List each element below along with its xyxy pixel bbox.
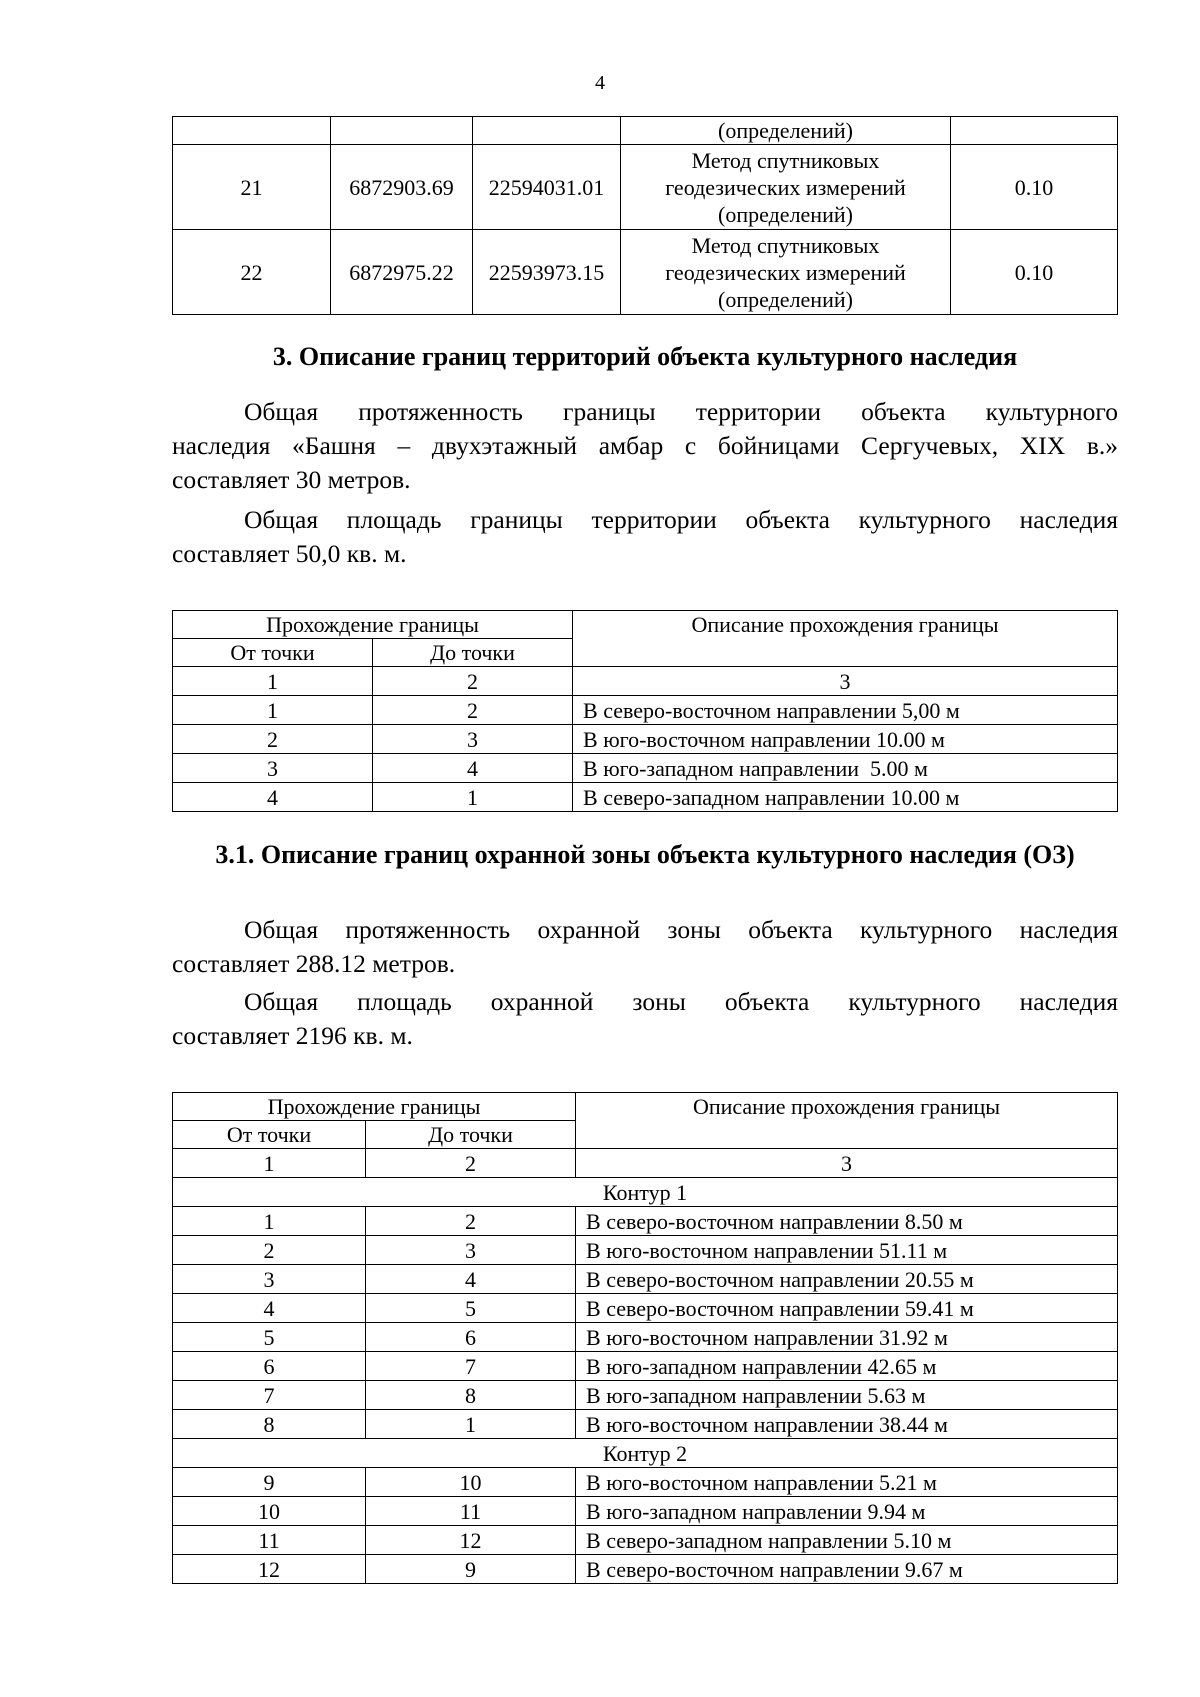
table-index-row: [173, 667, 1118, 696]
page-number: 4: [595, 72, 605, 94]
section-3-para2-line1: Общая площадь границы территории объекта культурного наследия: [244, 505, 1118, 534]
from-point: 9: [173, 1468, 366, 1497]
method-line: Метод спутниковых: [691, 147, 880, 173]
to-point: 9: [366, 1555, 576, 1584]
section-3-heading: 3. Описание границ территорий объекта культурного наследия: [272, 342, 1018, 371]
to-point: 12: [366, 1526, 576, 1555]
table-row: [173, 1207, 1118, 1236]
contour-row: [173, 1439, 1118, 1468]
coord-x: 6872975.22: [331, 230, 473, 315]
table-row: [173, 725, 1118, 754]
header-to: До точки: [373, 639, 573, 667]
to-point: 2: [373, 696, 573, 725]
section-3-para2-line2: составляет 50,0 кв. м.: [172, 539, 407, 568]
description: В юго-восточном направлении 31.92 м: [576, 1323, 1118, 1352]
table-header-row: [173, 1093, 1118, 1121]
from-point: 10: [173, 1497, 366, 1526]
description: В юго-западном направлении 5.63 м: [576, 1381, 1118, 1410]
coord-y: [473, 117, 621, 145]
description: В юго-восточном направлении 5.21 м: [576, 1468, 1118, 1497]
to-point: 2: [366, 1207, 576, 1236]
table-row: [173, 1352, 1118, 1381]
index-cell: 2: [366, 1149, 576, 1178]
to-point: 7: [366, 1352, 576, 1381]
from-point: 2: [173, 1236, 366, 1265]
from-point: 7: [173, 1381, 366, 1410]
description: В северо-восточном направлении 20.55 м: [576, 1265, 1118, 1294]
method-line: геодезических измерений: [665, 174, 906, 200]
to-point: 3: [366, 1236, 576, 1265]
accuracy: [951, 117, 1118, 145]
description: В юго-восточном направлении 51.11 м: [576, 1236, 1118, 1265]
header-pass: Прохождение границы: [173, 1093, 576, 1121]
table-row: [173, 117, 1118, 145]
coord-x: [331, 117, 473, 145]
to-point: 4: [366, 1265, 576, 1294]
to-point: 1: [366, 1410, 576, 1439]
table-row: [173, 1236, 1118, 1265]
from-point: 4: [173, 783, 373, 812]
from-point: 12: [173, 1555, 366, 1584]
point-number: 21: [173, 145, 331, 230]
header-from: От точки: [173, 639, 373, 667]
accuracy: 0.10: [951, 145, 1118, 230]
section-3-1-para2-line1: Общая площадь охранной зоны объекта культурного наследия: [244, 987, 1118, 1016]
method-line: геодезических измерений: [665, 259, 906, 285]
method-line: (определений): [718, 201, 853, 227]
from-point: 11: [173, 1526, 366, 1555]
index-cell: 3: [576, 1149, 1118, 1178]
description: В юго-западном направлении 42.65 м: [576, 1352, 1118, 1381]
method-line: (определений): [718, 286, 853, 312]
description: В юго-западном направлении 5.00 м: [573, 754, 1118, 783]
coord-x: 6872903.69: [331, 145, 473, 230]
to-point: 6: [366, 1323, 576, 1352]
method: [621, 145, 951, 230]
header-pass: Прохождение границы: [173, 611, 573, 639]
section-3-para1-line3: составляет 30 метров.: [172, 465, 411, 494]
method-line: Метод спутниковых: [691, 232, 880, 258]
section-3-1-para2-line2: составляет 2196 кв. м.: [172, 1021, 413, 1050]
table-index-row: [173, 1149, 1118, 1178]
from-point: 8: [173, 1410, 366, 1439]
section-3-para1-line1: Общая протяженность границы территории объекта культурного: [244, 397, 1118, 426]
to-point: 4: [373, 754, 573, 783]
table-row: [173, 1410, 1118, 1439]
from-point: 1: [173, 1207, 366, 1236]
table-row: [173, 783, 1118, 812]
accuracy: 0.10: [951, 230, 1118, 315]
coord-y: 22593973.15: [473, 230, 621, 315]
to-point: 11: [366, 1497, 576, 1526]
table-header-row: [173, 611, 1118, 639]
section-3-1-heading: 3.1. Описание границ охранной зоны объекта культурного наследия (ОЗ): [215, 840, 1075, 869]
table-row: [173, 1323, 1118, 1352]
section-3-para1-line2: наследия «Башня – двухэтажный амбар с бойницами Сергучевых, XIX в.»: [172, 431, 1118, 460]
contour-label: Контур 1: [173, 1178, 1118, 1207]
table-row: [173, 1468, 1118, 1497]
from-point: 6: [173, 1352, 366, 1381]
to-point: 10: [366, 1468, 576, 1497]
method: [621, 230, 951, 315]
table-row: [173, 1526, 1118, 1555]
index-cell: 1: [173, 667, 373, 696]
table-row: [173, 145, 1118, 230]
table-row: [173, 1265, 1118, 1294]
table-row: [173, 1294, 1118, 1323]
method: (определений): [621, 117, 951, 145]
from-point: 4: [173, 1294, 366, 1323]
to-point: 1: [373, 783, 573, 812]
section-3-1-para1-line1: Общая протяженность охранной зоны объекта культурного наследия: [244, 915, 1118, 944]
header-from: От точки: [173, 1121, 366, 1149]
contour-label: Контур 2: [173, 1439, 1118, 1468]
point-number: 22: [173, 230, 331, 315]
description: В северо-восточном направлении 8.50 м: [576, 1207, 1118, 1236]
index-cell: 3: [573, 667, 1118, 696]
protection-zone-table: [172, 1092, 1118, 1584]
table-row: [173, 1381, 1118, 1410]
coord-y: 22594031.01: [473, 145, 621, 230]
description: В северо-восточном направлении 9.67 м: [576, 1555, 1118, 1584]
header-desc: Описание прохождения границы: [576, 1093, 1118, 1149]
to-point: 8: [366, 1381, 576, 1410]
from-point: 3: [173, 754, 373, 783]
index-cell: 2: [373, 667, 573, 696]
description: В северо-западном направлении 10.00 м: [573, 783, 1118, 812]
point-number: [173, 117, 331, 145]
from-point: 5: [173, 1323, 366, 1352]
table-row: [173, 1497, 1118, 1526]
from-point: 1: [173, 696, 373, 725]
header-desc: Описание прохождения границы: [573, 611, 1118, 667]
from-point: 3: [173, 1265, 366, 1294]
table-row: [173, 1555, 1118, 1584]
table-row: [173, 754, 1118, 783]
description: В северо-восточном направлении 59.41 м: [576, 1294, 1118, 1323]
description: В юго-западном направлении 9.94 м: [576, 1497, 1118, 1526]
description: В северо-восточном направлении 5,00 м: [573, 696, 1118, 725]
to-point: 5: [366, 1294, 576, 1323]
section-3-1-para1-line2: составляет 288.12 метров.: [172, 949, 456, 978]
description: В юго-восточном направлении 38.44 м: [576, 1410, 1118, 1439]
index-cell: 1: [173, 1149, 366, 1178]
header-to: До точки: [366, 1121, 576, 1149]
contour-row: [173, 1178, 1118, 1207]
from-point: 2: [173, 725, 373, 754]
description: В северо-западном направлении 5.10 м: [576, 1526, 1118, 1555]
coordinates-table: [172, 116, 1118, 315]
table-row: [173, 696, 1118, 725]
to-point: 3: [373, 725, 573, 754]
table-row: [173, 230, 1118, 315]
territory-boundary-table: [172, 610, 1118, 812]
description: В юго-восточном направлении 10.00 м: [573, 725, 1118, 754]
